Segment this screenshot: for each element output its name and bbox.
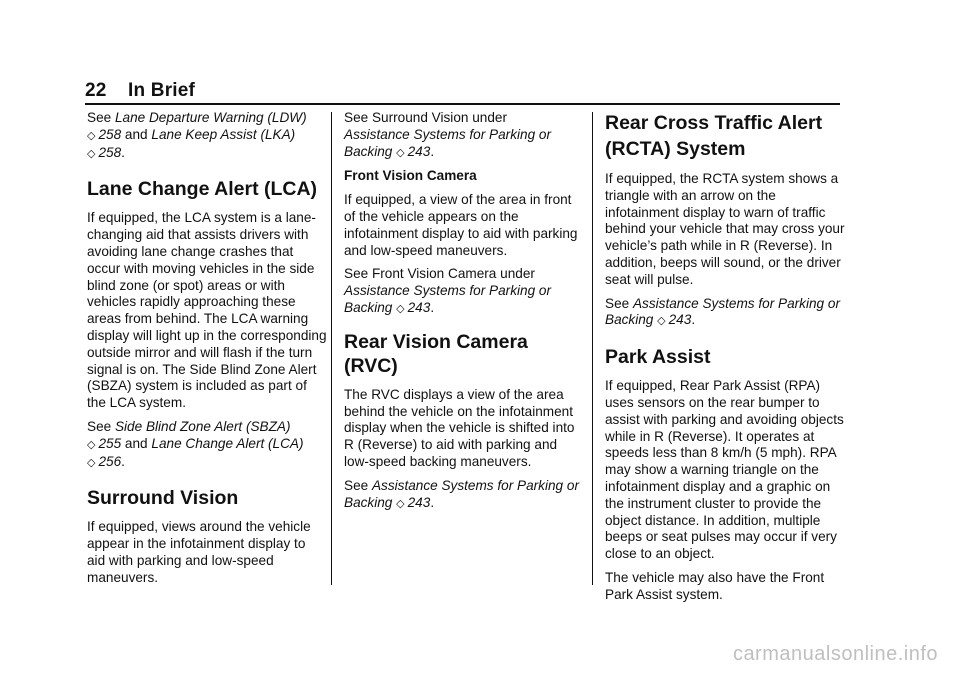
sbza-link[interactable]: Side Blind Zone Alert (SBZA) <box>114 418 291 434</box>
section-title: In Brief <box>128 80 196 101</box>
front-vision-camera-heading: Front Vision Camera <box>344 168 477 184</box>
lca-link[interactable]: Lane Change Alert (LCA) <box>151 435 304 451</box>
column-1 <box>87 110 327 594</box>
ldw-lka-reference: See Lane Departure Warning (LDW) ◇ 258 and Lane Keep Assist (LKA) ◇ 258. <box>87 110 307 160</box>
column-2 <box>344 110 584 519</box>
rvc-heading: Rear Vision Camera (RVC) <box>344 330 528 377</box>
column-3 <box>605 110 845 611</box>
assistance-systems-link[interactable]: Assistance Systems for Parking or Backing <box>605 295 840 328</box>
header-rule <box>85 103 840 105</box>
column-divider-1 <box>331 112 332 585</box>
assistance-systems-link[interactable]: Assistance Systems for Parking or Backing <box>344 477 579 510</box>
park-assist-paragraph-2: The vehicle may also have the Front Park Assist system. <box>605 569 825 602</box>
sbza-page-link[interactable]: 255 <box>98 435 122 451</box>
assistance-page-link[interactable]: 243 <box>668 312 692 328</box>
front-vision-camera-paragraph: If equipped, a view of the area in front of the vehicle appears on the infotainment display to aid with parking and low-speed maneuvers. <box>344 192 578 258</box>
page-arrow-icon: ◇ <box>87 438 96 451</box>
rcta-reference: See Assistance Systems for Parking or Backing ◇ 243. <box>605 295 840 328</box>
watermark: carmanualsonline.info <box>732 643 938 665</box>
rvc-reference: See Assistance Systems for Parking or Backing ◇ 243. <box>344 477 579 510</box>
page-arrow-icon: ◇ <box>396 497 405 510</box>
page-number: 22 <box>85 80 107 101</box>
rcta-heading: Rear Cross Traffic Alert (RCTA) System <box>605 112 823 160</box>
lka-link[interactable]: Lane Keep Assist (LKA) <box>151 126 296 142</box>
sbza-lca-reference: See Side Blind Zone Alert (SBZA) ◇ 255 and Lane Change Alert (LCA) ◇ 256. <box>87 418 304 469</box>
column-divider-2 <box>592 112 593 585</box>
page-arrow-icon: ◇ <box>396 146 405 159</box>
surround-vision-paragraph: If equipped, views around the vehicle appear in the infotainment display to aid with parking and low-speed maneuvers. <box>87 519 311 585</box>
page-header <box>85 80 195 102</box>
rcta-paragraph: If equipped, the RCTA system shows a triangle with an arrow on the infotainment display to warn of traffic behind your vehicle that may cross your vehicle’s path while in R (Reverse). In addition, beeps will sound, or the driver seat will pulse. <box>605 171 845 287</box>
lka-page-link[interactable]: 258 <box>98 144 122 160</box>
lca-paragraph: If equipped, the LCA system is a lane-changing aid that assists drivers with avoiding lane change crashes that occur with moving vehicles in the side blind zone (or spot) areas or with vehicles rapidly approaching these areas from behind. The LCA warning display will light up in the corresponding outside mirror and will flash if the turn signal is on. The Side Blind Zone Alert (SBZA) system is included as part of the LCA system. <box>87 210 327 411</box>
park-assist-heading: Park Assist <box>605 346 711 369</box>
lca-heading: Lane Change Alert (LCA) <box>87 178 318 201</box>
ldw-link[interactable]: Lane Departure Warning (LDW) <box>114 110 307 125</box>
page-arrow-icon: ◇ <box>87 456 96 469</box>
page-arrow-icon: ◇ <box>87 147 96 160</box>
page-arrow-icon: ◇ <box>396 302 405 315</box>
assistance-systems-link[interactable]: Assistance Systems for Parking or Backing <box>344 126 551 159</box>
lca-page-link[interactable]: 256 <box>98 453 122 469</box>
page-arrow-icon: ◇ <box>87 129 96 142</box>
surround-vision-heading: Surround Vision <box>87 487 239 510</box>
surround-vision-reference: See Surround Vision under Assistance Systems for Parking or Backing ◇ 243. <box>344 110 551 159</box>
assistance-systems-link[interactable]: Assistance Systems for Parking or Backing <box>344 283 551 315</box>
assistance-page-link[interactable]: 243 <box>407 494 431 510</box>
rvc-paragraph: The RVC displays a view of the area behind the vehicle on the infotainment display when the vehicle is shifted into R (Reverse) to aid with parking and low-speed backing maneuvers. <box>344 386 575 469</box>
page-arrow-icon: ◇ <box>657 315 666 328</box>
assistance-page-link[interactable]: 243 <box>407 143 431 159</box>
park-assist-paragraph-1: If equipped, Rear Park Assist (RPA) uses sensors on the rear bumper to assist with parking and avoiding objects while in R (Reverse). It operates at speeds less than 8 km/h (5 mph). RPA may show a warning triangle on the infotainment display and a graphic on the instrument cluster to provide the object distance. In addition, multiple beeps or seat pulses may occur if very close to an object. <box>605 378 844 562</box>
ldw-page-link[interactable]: 258 <box>98 126 122 142</box>
front-vision-reference: See Front Vision Camera under Assistance Systems for Parking or Backing ◇ 243. <box>344 266 551 315</box>
assistance-page-link[interactable]: 243 <box>407 299 431 315</box>
